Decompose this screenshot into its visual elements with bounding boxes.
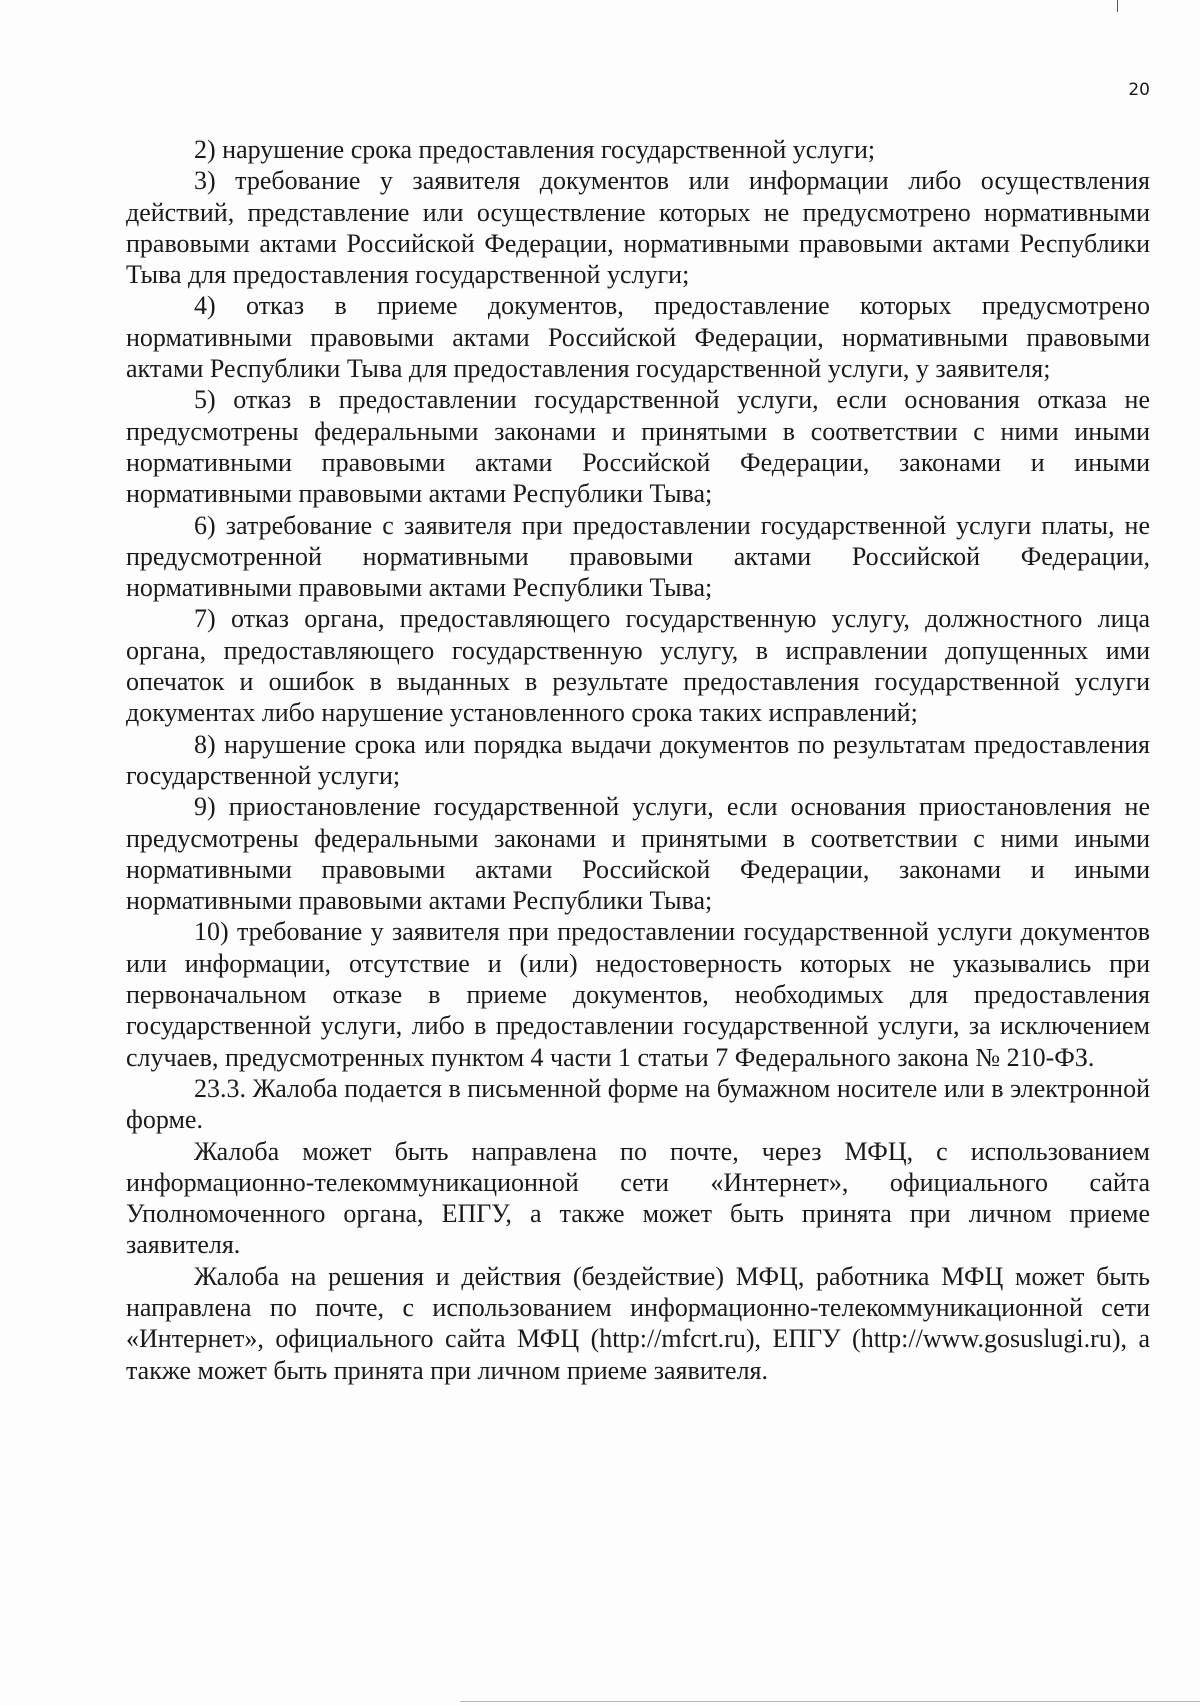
paragraph-item-3: 3) требование у заявителя документов или информации либо осуществления действий, представление или осуществление которых не предусмотрено нормативными правовыми актами Российской Федерации, нормативными правовыми актами Республики Тыва для предоставления государственной услуги; [126, 166, 1150, 290]
paragraph-23-3: 23.3. Жалоба подается в письменной форме на бумажном носителе или в электронной форме. [126, 1073, 1150, 1135]
paragraph-complaint-channels: Жалоба может быть направлена по почте, через МФЦ, с использованием информационно-телекоммуникационной сети «Интернет», официального сайта Уполномоченного органа, ЕПГУ, а также может быть принята при личном приеме заявителя. [126, 1136, 1150, 1260]
paragraph-item-10: 10) требование у заявителя при предоставлении государственной услуги документов или информации, отсутствие и (или) недостоверность которых не указывались при первоначальном отказе в приеме документов, необходимых для предоставления государственной услуги, либо в предоставлении государственной услуги, за исключением случаев, предусмотренных пунктом 4 части 1 статьи 7 Федерального закона № 210-ФЗ. [126, 917, 1150, 1072]
paragraph-item-7: 7) отказ органа, предоставляющего государственную услугу, должностного лица органа, предоставляющего государственную услугу, в исправлении допущенных ими опечаток и ошибок в выданных в результате предоставления государственной услуги документах либо нарушение установленного срока таких исправлений; [126, 604, 1150, 728]
page-number: 20 [1128, 80, 1150, 100]
paragraph-mfc-complaint: Жалоба на решения и действия (бездействие) МФЦ, работника МФЦ может быть направлена по почте, с использованием информационно-телекоммуникационной сети «Интернет», официального сайта МФЦ (http://mfcrt.ru), ЕПГУ (http://www.gosuslugi.ru), а также может быть принята при личном приеме заявителя. [126, 1261, 1150, 1385]
paragraph-item-5: 5) отказ в предоставлении государственной услуги, если основания отказа не предусмотрены федеральными законами и принятыми в соответствии с ними иными нормативными правовыми актами Российской Федерации, законами и иными нормативными правовыми актами Республики Тыва; [126, 385, 1150, 509]
paragraph-item-6: 6) затребование с заявителя при предоставлении государственной услуги платы, не предусмотренной нормативными правовыми актами Российской Федерации, нормативными правовыми актами Республики Тыва; [126, 510, 1150, 603]
paragraph-item-9: 9) приостановление государственной услуги, если основания приостановления не предусмотрены федеральными законами и принятыми в соответствии с ними иными нормативными правовыми актами Российской Федерации, законами и иными нормативными правовыми актами Республики Тыва; [126, 792, 1150, 916]
paragraph-item-4: 4) отказ в приеме документов, предоставление которых предусмотрено нормативными правовыми актами Российской Федерации, нормативными правовыми актами Республики Тыва для предоставления государственной услуги, у заявителя; [126, 291, 1150, 384]
scan-edge-mark [1117, 0, 1118, 12]
paragraph-item-2: 2) нарушение срока предоставления государственной услуги; [194, 135, 876, 164]
document-body [126, 134, 1150, 1386]
scan-bottom-edge [460, 1701, 1200, 1702]
paragraph-item-8: 8) нарушение срока или порядка выдачи документов по результатам предоставления государственной услуги; [126, 729, 1150, 790]
